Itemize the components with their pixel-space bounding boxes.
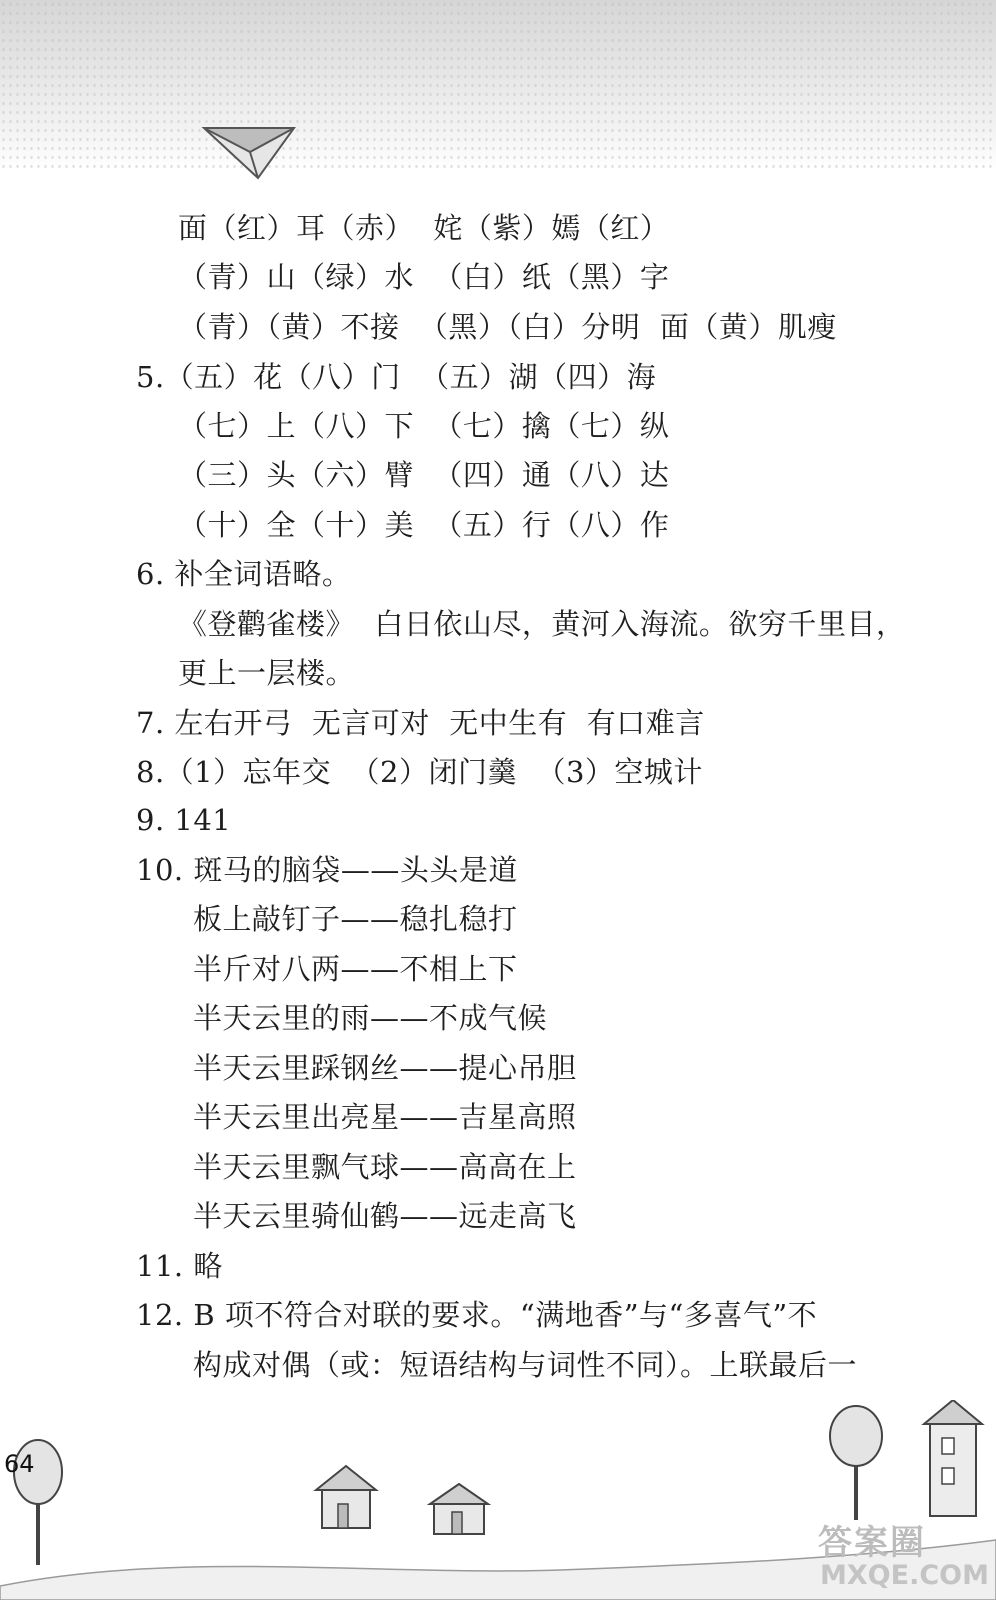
answer-5-line-3: （三）头（六）臂 （四）通（八）达: [178, 458, 670, 492]
answer-10-line-8: 半天云里骑仙鹤——远走高飞: [193, 1199, 577, 1233]
answer-6-line-1: 6. 补全词语略。: [136, 557, 352, 591]
text-line-2: （青）山（绿）水 （白）纸（黑）字: [178, 260, 670, 294]
house-icon: [430, 1484, 488, 1534]
answer-5-line-2: （七）上（八）下 （七）擒（七）纵: [178, 409, 670, 443]
answer-6-line-2: 《登鹳雀楼》 白日依山尽，黄河入海流。欲穷千里目，: [178, 607, 906, 641]
decorative-top-band: [0, 0, 996, 170]
answer-10-line-1: 10. 斑马的脑袋——头头是道: [136, 853, 518, 887]
answer-12-line-1: 12. B 项不符合对联的要求。“满地香”与“多喜气”不: [136, 1298, 818, 1332]
text-line-3: （青）（黄）不接 （黑）（白）分明 面（黄）肌瘦: [178, 310, 837, 344]
text-line-1: 面（红）耳（赤） 姹（紫）嫣（红）: [178, 211, 670, 245]
page-number: 64: [4, 1450, 35, 1478]
answer-10-line-4: 半天云里的雨——不成气候: [193, 1001, 548, 1035]
tower-house-icon: [924, 1400, 982, 1516]
right-tree-icon: [830, 1406, 882, 1520]
watermark-logo-text: 答案圈: [818, 1523, 926, 1563]
answer-10-line-5: 半天云里踩钢丝——提心吊胆: [193, 1051, 577, 1085]
watermark-url: MXQE.COM: [820, 1560, 989, 1591]
paper-plane-icon: [198, 118, 298, 180]
answer-12-line-2: 构成对偶（或：短语结构与词性不同）。上联最后一: [193, 1348, 858, 1382]
answer-7: 7. 左右开弓 无言可对 无中生有 有口难言: [136, 706, 705, 740]
answer-11: 11. 略: [136, 1249, 223, 1283]
answer-10-line-7: 半天云里飘气球——高高在上: [193, 1150, 577, 1184]
answer-5-line-1: 5.（五）花（八）门 （五）湖（四）海: [136, 360, 657, 394]
answer-10-line-2: 板上敲钉子——稳扎稳打: [193, 902, 518, 936]
answer-5-line-4: （十）全（十）美 （五）行（八）作: [178, 508, 670, 542]
answer-10-line-3: 半斤对八两——不相上下: [193, 952, 518, 986]
house-icon: [316, 1466, 376, 1528]
answer-9: 9. 141: [136, 803, 232, 837]
answer-6-line-3: 更上一层楼。: [178, 656, 356, 690]
answer-10-line-6: 半天云里出亮星——吉星高照: [193, 1100, 577, 1134]
answer-8: 8.（1）忘年交 （2）闭门羹 （3）空城计: [136, 755, 703, 789]
